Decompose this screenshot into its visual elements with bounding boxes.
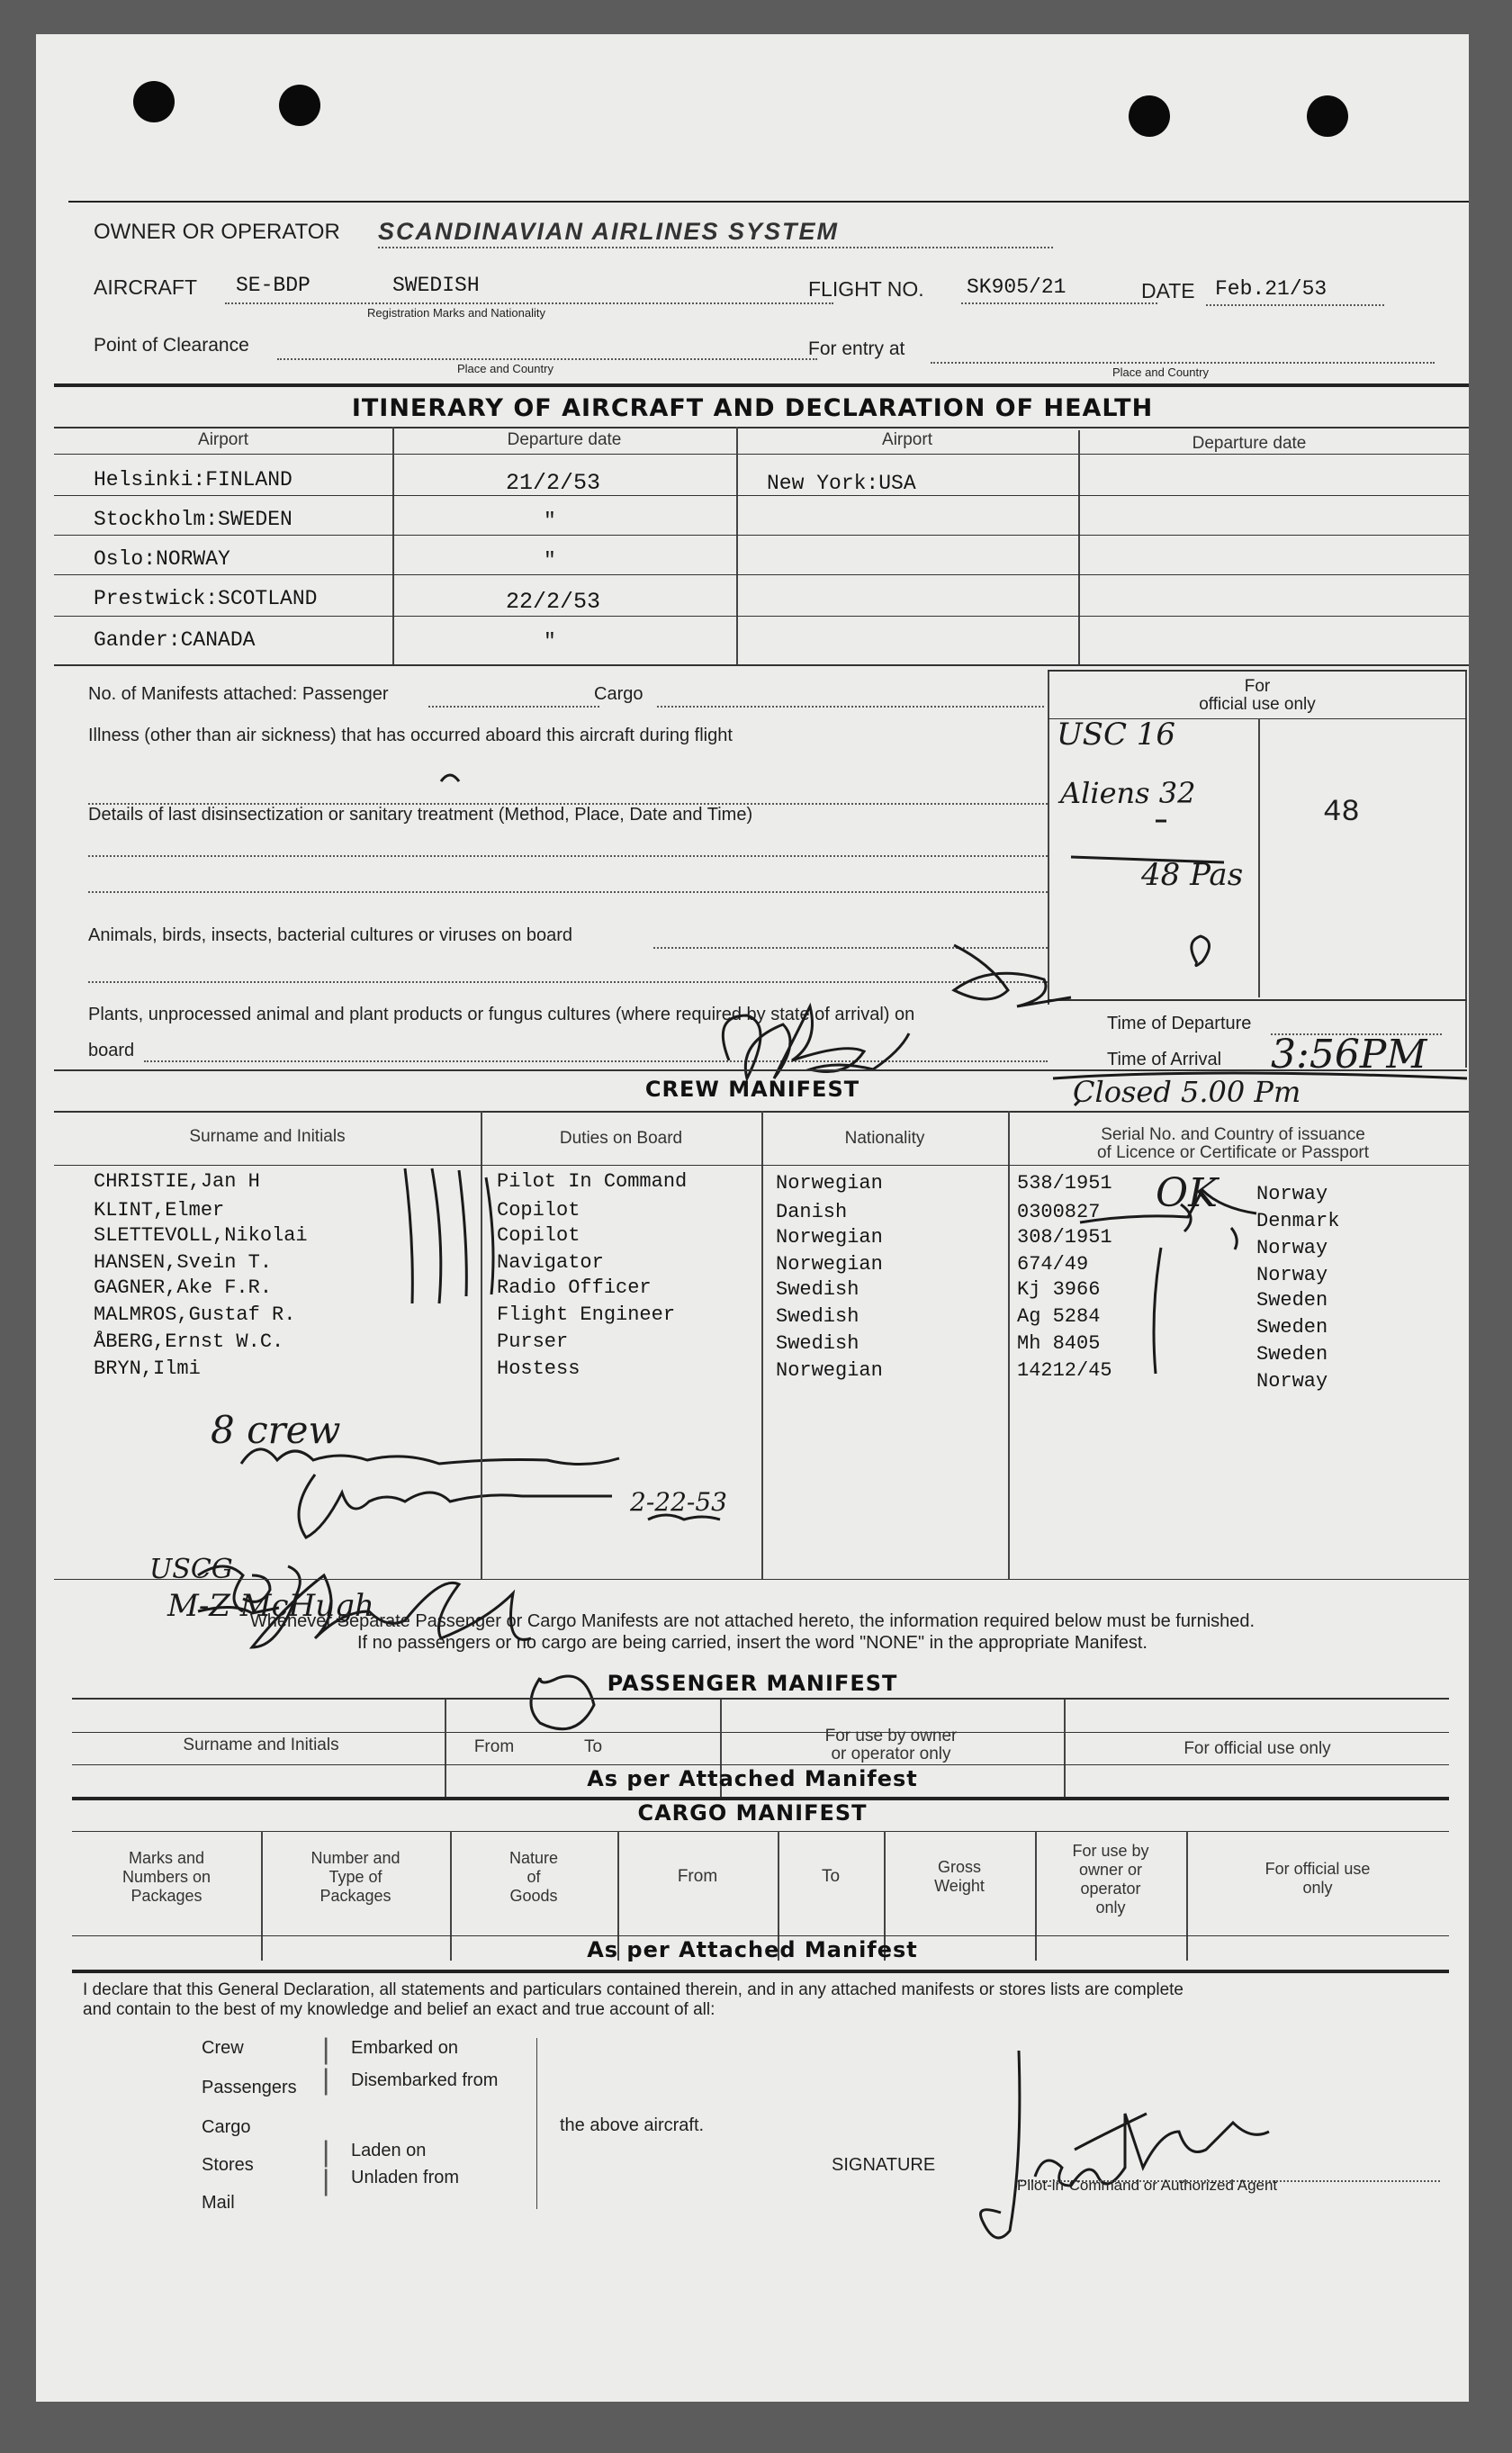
official-use-label: official use only <box>1199 695 1316 714</box>
col-header: For use by <box>1072 1842 1149 1860</box>
itinerary-date: 22/2/53 <box>506 589 601 615</box>
crew-serial: 14212/45 <box>1017 1359 1112 1382</box>
entry-label: For entry at <box>808 338 905 359</box>
flight-label: FLIGHT NO. <box>808 277 924 301</box>
punch-hole <box>133 81 175 122</box>
col-header: only <box>1302 1879 1333 1897</box>
col-header: or operator only <box>831 1745 951 1763</box>
time-departure-label: Time of Departure <box>1107 1014 1252 1033</box>
handwritten-closed-note: Closed 5.00 Pm <box>1073 1075 1301 1109</box>
crew-country: Norway <box>1256 1370 1328 1393</box>
col-header: Packages <box>320 1887 392 1905</box>
handwritten-aliens: Aliens 32 <box>1060 776 1196 810</box>
punch-hole <box>279 85 320 126</box>
itinerary-airport: Prestwick:SCOTLAND <box>94 587 318 610</box>
handwritten-inspector: USCG <box>149 1554 233 1585</box>
col-header: Weight <box>934 1877 985 1895</box>
time-arrival-label: Time of Arrival <box>1107 1050 1222 1069</box>
crew-nationality: Danish <box>776 1201 848 1223</box>
col-header: To <box>583 1737 603 1756</box>
crew-nationality: Swedish <box>776 1278 860 1301</box>
crew-name: SLETTEVOLL,Nikolai <box>94 1224 308 1247</box>
col-header: To <box>821 1867 841 1886</box>
flight-value: SK905/21 <box>967 275 1066 299</box>
handwritten-date: 2-22-53 <box>630 1487 727 1517</box>
crew-nationality: Norwegian <box>776 1226 883 1249</box>
col-header: Packages <box>130 1887 202 1905</box>
itinerary-title: ITINERARY OF AIRCRAFT AND DECLARATION OF HEALTH <box>351 394 1154 422</box>
itinerary-airport: Gander:CANADA <box>94 628 256 652</box>
signature-caption: Pilot-in-Command or Authorized Agent <box>1017 2177 1278 2194</box>
crew-serial: Ag 5284 <box>1017 1305 1101 1328</box>
itinerary-date: 21/2/53 <box>506 470 601 496</box>
itinerary-destination: New York:USA <box>767 472 916 495</box>
aircraft-value: SE-BDP <box>236 274 310 297</box>
passenger-title: PASSENGER MANIFEST <box>607 1671 898 1696</box>
col-header: Departure date <box>507 430 622 449</box>
passenger-attached: As per Attached Manifest <box>587 1766 918 1791</box>
laden-label: Laden on <box>351 2141 427 2160</box>
col-header: only <box>1095 1898 1126 1916</box>
owner-value: SCANDINAVIAN AIRLINES SYSTEM <box>378 218 840 245</box>
col-header: Nature <box>508 1849 559 1867</box>
animals-label: Animals, birds, insects, bacterial cultures or viruses on board <box>88 925 573 945</box>
col-header: For use by owner <box>824 1727 958 1745</box>
time-arrival-value: 3:56PM <box>1271 1032 1427 1078</box>
col-header: Surname and Initials <box>183 1736 339 1754</box>
crew-duty: Pilot In Command <box>497 1170 688 1193</box>
crew-name: ÅBERG,Ernst W.C. <box>94 1330 284 1353</box>
disembarked-label: Disembarked from <box>351 2070 499 2090</box>
crew-duty: Radio Officer <box>497 1276 652 1299</box>
crew-serial: Kj 3966 <box>1017 1278 1101 1301</box>
col-header: For official use <box>1264 1860 1371 1878</box>
nationality-value: SWEDISH <box>392 274 480 297</box>
col-header: Gross <box>937 1858 981 1876</box>
handwritten-inspector: M-Z McHugh <box>167 1588 374 1624</box>
crew-serial: 0300827 <box>1017 1201 1101 1223</box>
handwritten-crew-count: 8 crew <box>211 1408 341 1452</box>
col-header: From <box>677 1867 718 1886</box>
crew-name: GAGNER,Ake F.R. <box>94 1276 273 1299</box>
plants-label-cont: board <box>88 1041 135 1060</box>
cargo-title: CARGO MANIFEST <box>637 1800 868 1826</box>
cargo-attached: As per Attached Manifest <box>587 1937 918 1962</box>
crew-duty: Flight Engineer <box>497 1303 676 1326</box>
declaration-item: Crew <box>202 2038 244 2058</box>
crew-country: Denmark <box>1256 1210 1340 1232</box>
disinsectization-label: Details of last disinsectization or sanitary treatment (Method, Place, Date and Time) <box>88 805 753 825</box>
col-header: Departure date <box>1192 434 1307 453</box>
crew-nationality: Swedish <box>776 1332 860 1355</box>
declaration-item: Cargo <box>202 2117 251 2137</box>
crew-nationality: Norwegian <box>776 1253 883 1276</box>
crew-title: CREW MANIFEST <box>644 1077 860 1102</box>
embarked-label: Embarked on <box>351 2038 458 2058</box>
crew-name: MALMROS,Gustaf R. <box>94 1303 296 1326</box>
date-label: DATE <box>1141 279 1195 302</box>
crew-country: Sweden <box>1256 1316 1328 1339</box>
cargo-count-label: Cargo <box>594 684 644 704</box>
crew-serial: 674/49 <box>1017 1253 1089 1276</box>
crew-nationality: Norwegian <box>776 1172 883 1195</box>
crew-country: Sweden <box>1256 1289 1328 1312</box>
illness-label: Illness (other than air sickness) that has occurred aboard this aircraft during flight <box>88 726 733 745</box>
declaration-text: I declare that this General Declaration, all statements and particulars contained therein, and in any attached manifests or stores lists are complete <box>83 1980 1184 1999</box>
col-header: operator <box>1080 1880 1141 1898</box>
handwritten-serial-mark: OK <box>1156 1170 1218 1216</box>
itinerary-date: " <box>544 630 556 654</box>
signature-label: SIGNATURE <box>832 2155 936 2175</box>
col-header: Surname and Initials <box>189 1127 346 1146</box>
itinerary-date: " <box>544 549 556 573</box>
itinerary-airport: Stockholm:SWEDEN <box>94 508 292 531</box>
crew-name: HANSEN,Svein T. <box>94 1251 273 1274</box>
aircraft-label: AIRCRAFT <box>94 275 197 299</box>
col-header: Numbers on <box>122 1868 212 1886</box>
crew-duty: Copilot <box>497 1199 580 1222</box>
crew-duty: Hostess <box>497 1357 580 1380</box>
punch-hole <box>1307 95 1348 137</box>
declaration-text: and contain to the best of my knowledge and belief an exact and true account of all: <box>83 2000 716 2019</box>
handwriting-overlay <box>36 34 1469 2402</box>
notice-text: Whenever Separate Passenger or Cargo Manifests are not attached hereto, the information required below must be furnished. <box>249 1611 1256 1631</box>
crew-serial: 308/1951 <box>1017 1226 1112 1249</box>
place-caption: Place and Country <box>457 362 554 375</box>
col-header: Nationality <box>844 1129 925 1148</box>
handwritten-total: 48 Pas <box>1141 857 1244 893</box>
crew-duty: Navigator <box>497 1251 604 1274</box>
clearance-label: Point of Clearance <box>94 335 249 356</box>
col-header: Type of <box>328 1868 382 1886</box>
place-caption: Place and Country <box>1112 365 1209 379</box>
itinerary-airport: Helsinki:FINLAND <box>94 468 292 492</box>
registration-caption: Registration Marks and Nationality <box>367 306 545 320</box>
crew-duty: Purser <box>497 1330 569 1353</box>
col-header: Serial No. and Country of issuance <box>1101 1125 1365 1144</box>
col-header: owner or <box>1078 1861 1143 1879</box>
crew-country: Norway <box>1256 1237 1328 1259</box>
notice-text: If no passengers or no cargo are being carried, insert the word "NONE" in the appropriate Manifest. <box>357 1633 1148 1653</box>
crew-country: Sweden <box>1256 1343 1328 1366</box>
col-header: From <box>473 1737 515 1756</box>
declaration-item: Passengers <box>202 2078 297 2097</box>
col-header: Marks and <box>128 1849 205 1867</box>
col-header: of Licence or Certificate or Passport <box>1096 1143 1370 1162</box>
crew-name: CHRISTIE,Jan H <box>94 1170 260 1193</box>
crew-country: Norway <box>1256 1183 1328 1205</box>
punch-hole <box>1129 95 1170 137</box>
crew-nationality: Swedish <box>776 1305 860 1328</box>
col-header: Number and <box>310 1849 400 1867</box>
crew-country: Norway <box>1256 1264 1328 1286</box>
crew-serial: 538/1951 <box>1017 1172 1112 1195</box>
date-value: Feb.21/53 <box>1215 277 1328 301</box>
official-count: 48 <box>1323 796 1360 830</box>
official-use-label: For <box>1244 677 1271 696</box>
crew-name: BRYN,Ilmi <box>94 1357 201 1380</box>
unladen-label: Unladen from <box>351 2168 460 2187</box>
col-header: Goods <box>509 1887 558 1905</box>
general-declaration-form: OWNER OR OPERATOR SCANDINAVIAN AIRLINES SYSTEM AIRCRAFT SE-BDP SWEDISH Registration Marks and Nationality FLIGHT NO. SK905/21 DATE Feb.21/53 Point of Clearance Place and Country For entry at Place and Country ITINERARY OF AIRCRAFT AND DECLARATION OF HEALTH Airport Departure date Airport Departure date Helsinki:FINLAND 21/2/53 Stockholm:SWEDEN " Oslo:NORWAY " Prestwick:SCOTLAND 22/2/53 Gander:CANADA " New York:USA No. of Manifests attached: Passenger Cargo Illness (other than air sickness) that has occurred aboard this aircraft during flight Details of last disinsectization or sanitary treatment (Method, Place, Date and Time) Animals, birds, insects, bacterial cultures or viruses on board Plants, unprocessed animal and plant products or fungus cultures (where required by state of arrival) on board For official use only 48 USC 16 Aliens 32 48 Pas Closed 5.00 Pm Time of Departure Time of Arrival 3:56PM CREW MANIFEST Surname and Initials Duties on Board Nationality Serial No. and Country of issuance of Licence or Certificate or Passport CHRISTIE,Jan H Pilot In Command Norwegian 538/1951 Norway KLINT,Elmer Copilot Danish 0300827 Denmark SLETTEVOLL,Nikolai Copilot Norwegian 308/1951 Norway HANSEN,Svein T. Navigator Norwegian 674/49 Norway GAGNER,Ake F.R. Radio Officer Swedish Kj 3966 Sweden MALMROS,Gustaf R. Flight Engineer Swedish Ag 5284 Sweden ÅBERG,Ernst W.C. Purser Swedish Mh 8405 Sweden BRYN,Ilmi Hostess Norwegian 14212/45 Norway 8 crew 2-22-53 USCG M-Z McHugh OK Whenever Separate Passenger or Cargo Manifests are not attached hereto, the information required below must be furnished. If no passengers or no cargo are being carried, insert the word "NONE" in the appropriate Manifest. PASSENGER MANIFEST Surname and Initials From To For use by owner or operator only For official use only As per Attached Manifest CARGO MANIFEST Marks and Numbers on Packages Number and Type of Packages Nature of Goods Gross Weight For use by owner or operator only For official use only From To As per Attached Manifest I declare that this General Declaration, all statements and particulars contained therein, and in any attached manifests or stores lists are complete and contain to the best of my knowledge and belief an exact and true account of all: Crew Passengers Cargo Stores Mail Embarked on Disembarked from Laden on Unladen from | | | | the above aircraft. SIGNATURE Pilot-in-Command or Authorized Agent <box>36 34 1469 2402</box>
crew-serial: Mh 8405 <box>1017 1332 1101 1355</box>
handwritten-usc: USC 16 <box>1057 717 1176 753</box>
col-header: For official use only <box>1184 1739 1331 1758</box>
col-header: Duties on Board <box>559 1129 683 1148</box>
itinerary-airport: Oslo:NORWAY <box>94 547 230 571</box>
declaration-item: Mail <box>202 2193 235 2213</box>
declaration-item: Stores <box>202 2155 254 2175</box>
col-header: of <box>526 1868 541 1886</box>
crew-nationality: Norwegian <box>776 1359 883 1382</box>
plants-label: Plants, unprocessed animal and plant products or fungus cultures (where required by state of arrival) on <box>88 1005 915 1024</box>
col-header: Airport <box>198 430 248 449</box>
manifests-label: No. of Manifests attached: Passenger <box>88 684 389 704</box>
owner-label: OWNER OR OPERATOR <box>94 220 340 244</box>
col-header: Airport <box>882 430 932 449</box>
itinerary-date: " <box>544 510 556 533</box>
crew-name: KLINT,Elmer <box>94 1199 225 1222</box>
above-aircraft: the above aircraft. <box>560 2115 705 2135</box>
crew-duty: Copilot <box>497 1224 580 1247</box>
